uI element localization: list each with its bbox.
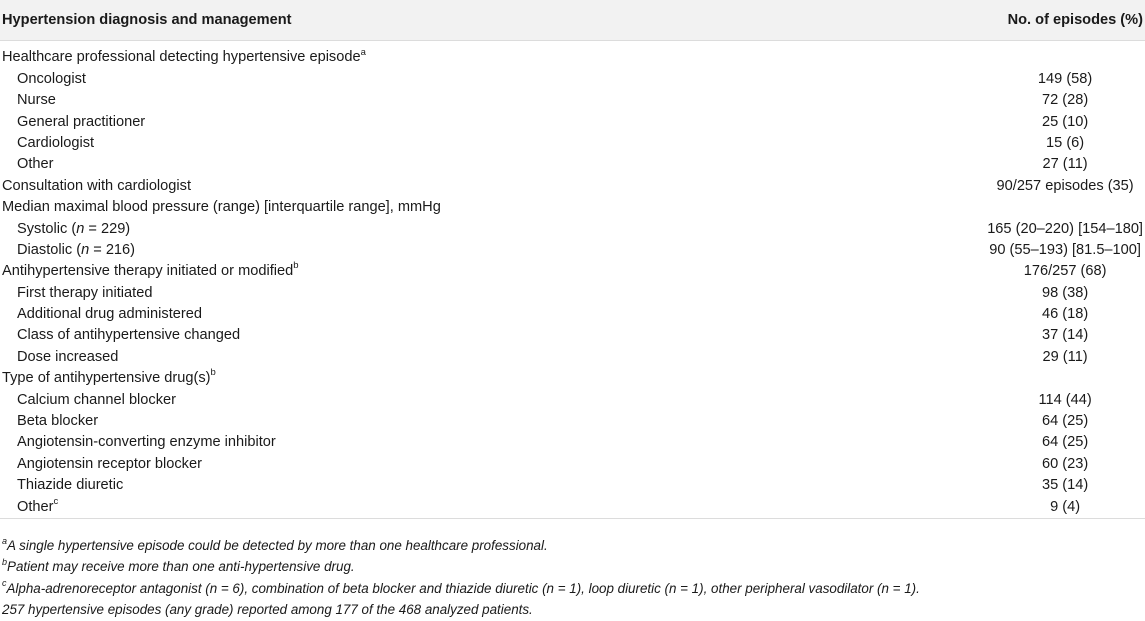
row-value bbox=[843, 68, 1145, 89]
row-value-text: 29 (11) bbox=[1042, 348, 1088, 365]
table-row bbox=[0, 90, 1145, 111]
row-value bbox=[843, 346, 1145, 367]
row-label-text: Antihypertensive therapy initiated or modified bbox=[2, 263, 294, 280]
row-label-text: Type of antihypertensive drug(s) bbox=[2, 370, 211, 387]
row-value bbox=[843, 240, 1145, 261]
table-row bbox=[0, 133, 1145, 154]
table-row bbox=[0, 389, 1145, 410]
row-label bbox=[0, 496, 843, 518]
row-label bbox=[0, 389, 843, 410]
row-label-text: Calcium channel blocker bbox=[17, 391, 176, 408]
row-value-text: 176/257 (68) bbox=[1023, 263, 1107, 280]
table-row bbox=[0, 453, 1145, 474]
footnote-marker: b bbox=[293, 260, 299, 272]
row-value bbox=[843, 411, 1145, 432]
row-value-text: 149 (58) bbox=[1037, 70, 1093, 87]
footnote-marker: b bbox=[2, 556, 8, 567]
table-row bbox=[0, 411, 1145, 432]
footnote-marker: b bbox=[210, 367, 216, 379]
row-label bbox=[0, 411, 843, 432]
row-value-text: 60 (23) bbox=[1041, 455, 1089, 472]
footnote-text: A single hypertensive episode could be detected by more than one healthcare professional. bbox=[7, 538, 548, 553]
row-label-italic: n bbox=[81, 241, 90, 258]
row-label-italic: n bbox=[76, 220, 85, 237]
row-value bbox=[843, 368, 1145, 389]
row-label-text: First therapy initiated bbox=[17, 284, 153, 301]
row-label bbox=[0, 325, 843, 346]
row-label bbox=[0, 154, 843, 175]
row-value-text: 64 (25) bbox=[1041, 434, 1089, 451]
row-label bbox=[0, 453, 843, 474]
row-label bbox=[0, 240, 843, 261]
row-value-text: 90/257 episodes (35) bbox=[996, 177, 1134, 194]
footnote-marker: c bbox=[53, 495, 59, 507]
row-value bbox=[843, 325, 1145, 346]
row-value bbox=[843, 432, 1145, 453]
row-value bbox=[843, 218, 1145, 239]
row-value-text: 15 (6) bbox=[1046, 134, 1085, 151]
footnote bbox=[0, 578, 1145, 599]
section-row bbox=[0, 47, 1145, 68]
row-label bbox=[0, 133, 843, 154]
table-row bbox=[0, 496, 1145, 518]
table-header bbox=[0, 0, 1145, 41]
row-label bbox=[0, 111, 843, 132]
row-label bbox=[0, 432, 843, 453]
footnote bbox=[0, 599, 1145, 620]
row-value bbox=[843, 90, 1145, 111]
table-row bbox=[0, 154, 1145, 175]
row-label bbox=[0, 90, 843, 111]
row-value-text: 35 (14) bbox=[1041, 477, 1089, 494]
row-value bbox=[843, 47, 1145, 68]
row-value-text: 25 (10) bbox=[1041, 113, 1089, 130]
table-row bbox=[0, 304, 1145, 325]
footnote-text: 257 hypertensive episodes (any grade) reported among 177 of the 468 analyzed patients. bbox=[2, 602, 533, 618]
row-value bbox=[843, 154, 1145, 175]
row-value bbox=[843, 389, 1145, 410]
row-value-text: 37 (14) bbox=[1041, 327, 1089, 344]
table-row bbox=[0, 346, 1145, 367]
row-label bbox=[0, 47, 843, 68]
table-body bbox=[0, 41, 1145, 519]
row-value bbox=[843, 304, 1145, 325]
row-label-text: Class of antihypertensive changed bbox=[17, 327, 241, 344]
row-value bbox=[843, 282, 1145, 303]
table-row bbox=[0, 111, 1145, 132]
row-value bbox=[843, 111, 1145, 132]
section-row bbox=[0, 197, 1145, 218]
row-value-text: 90 (55–193) [81.5–100] bbox=[989, 241, 1141, 258]
row-label bbox=[0, 175, 843, 196]
row-label bbox=[0, 304, 843, 325]
table-footnotes bbox=[0, 535, 1145, 621]
table-row bbox=[0, 68, 1145, 89]
row-label-text: Angiotensin receptor blocker bbox=[17, 455, 202, 472]
row-value bbox=[843, 197, 1145, 218]
footnote-marker: a bbox=[360, 46, 366, 58]
row-value bbox=[843, 475, 1145, 496]
header-label: Hypertension diagnosis and management bbox=[0, 0, 843, 41]
header-value: No. of episodes (%) bbox=[843, 0, 1145, 41]
row-value-text: 27 (11) bbox=[1042, 156, 1088, 173]
table-row bbox=[0, 282, 1145, 303]
row-label-text: Healthcare professional detecting hypertensive episode bbox=[2, 49, 361, 66]
row-value-text: 98 (38) bbox=[1041, 284, 1089, 301]
row-value-text: 72 (28) bbox=[1041, 92, 1089, 109]
row-label-text: Angiotensin-converting enzyme inhibitor bbox=[17, 434, 276, 451]
row-label-pre: Systolic ( bbox=[17, 220, 77, 237]
row-value-text: 165 (20–220) [154–180] bbox=[987, 220, 1143, 237]
row-label-pre: Diastolic ( bbox=[17, 241, 82, 258]
table-row bbox=[0, 475, 1145, 496]
row-label bbox=[0, 261, 843, 282]
row-label bbox=[0, 282, 843, 303]
footnote-text: Patient may receive more than one anti-hypertensive drug. bbox=[7, 559, 355, 575]
row-label-text: Beta blocker bbox=[17, 413, 99, 430]
table-row bbox=[0, 240, 1145, 261]
row-value-text: 114 (44) bbox=[1038, 391, 1092, 408]
row-value-text: 46 (18) bbox=[1041, 306, 1089, 323]
section-row bbox=[0, 261, 1145, 282]
footnote-marker: c bbox=[2, 578, 7, 589]
row-label-post: = 229) bbox=[84, 220, 131, 237]
row-value bbox=[843, 133, 1145, 154]
row-label-text: Thiazide diuretic bbox=[17, 477, 124, 494]
row-value-text: 9 (4) bbox=[1050, 498, 1081, 515]
row-label-text: Oncologist bbox=[17, 70, 86, 87]
row-label bbox=[0, 346, 843, 367]
table-row bbox=[0, 218, 1145, 239]
row-label-text: Dose increased bbox=[17, 348, 119, 365]
row-label-text: Median maximal blood pressure (range) [interquartile range], mmHg bbox=[2, 199, 441, 216]
footnote-marker: a bbox=[2, 535, 8, 546]
section-row bbox=[0, 175, 1145, 196]
row-label-text: Other bbox=[17, 156, 54, 173]
row-label-text: Cardiologist bbox=[17, 134, 95, 151]
row-value bbox=[843, 496, 1145, 518]
table-row bbox=[0, 432, 1145, 453]
row-label bbox=[0, 475, 843, 496]
footnote-text: Alpha-adrenoreceptor antagonist (n = 6), combination of beta blocker and thiazide diuretic (n = 1), loop diuretic (n = 1), other peripheral vasodilator (n = 1). bbox=[6, 580, 920, 596]
row-label bbox=[0, 197, 843, 218]
row-value bbox=[843, 261, 1145, 282]
table-row bbox=[0, 325, 1145, 346]
row-label-post: = 216) bbox=[89, 241, 136, 258]
row-value bbox=[843, 453, 1145, 474]
row-label-text: Consultation with cardiologist bbox=[2, 177, 192, 194]
row-label bbox=[0, 68, 843, 89]
table-header-row bbox=[0, 0, 1145, 41]
row-label bbox=[0, 218, 843, 239]
row-label-text: Nurse bbox=[17, 92, 56, 109]
footnote bbox=[0, 556, 1145, 577]
footnote bbox=[0, 535, 1145, 556]
row-value-text: 64 (25) bbox=[1041, 413, 1089, 430]
section-row bbox=[0, 368, 1145, 389]
row-label-text: General practitioner bbox=[17, 113, 146, 130]
row-label-text: Additional drug administered bbox=[17, 306, 202, 323]
row-value bbox=[843, 175, 1145, 196]
row-label-text: Other bbox=[17, 498, 54, 515]
row-label bbox=[0, 368, 843, 389]
